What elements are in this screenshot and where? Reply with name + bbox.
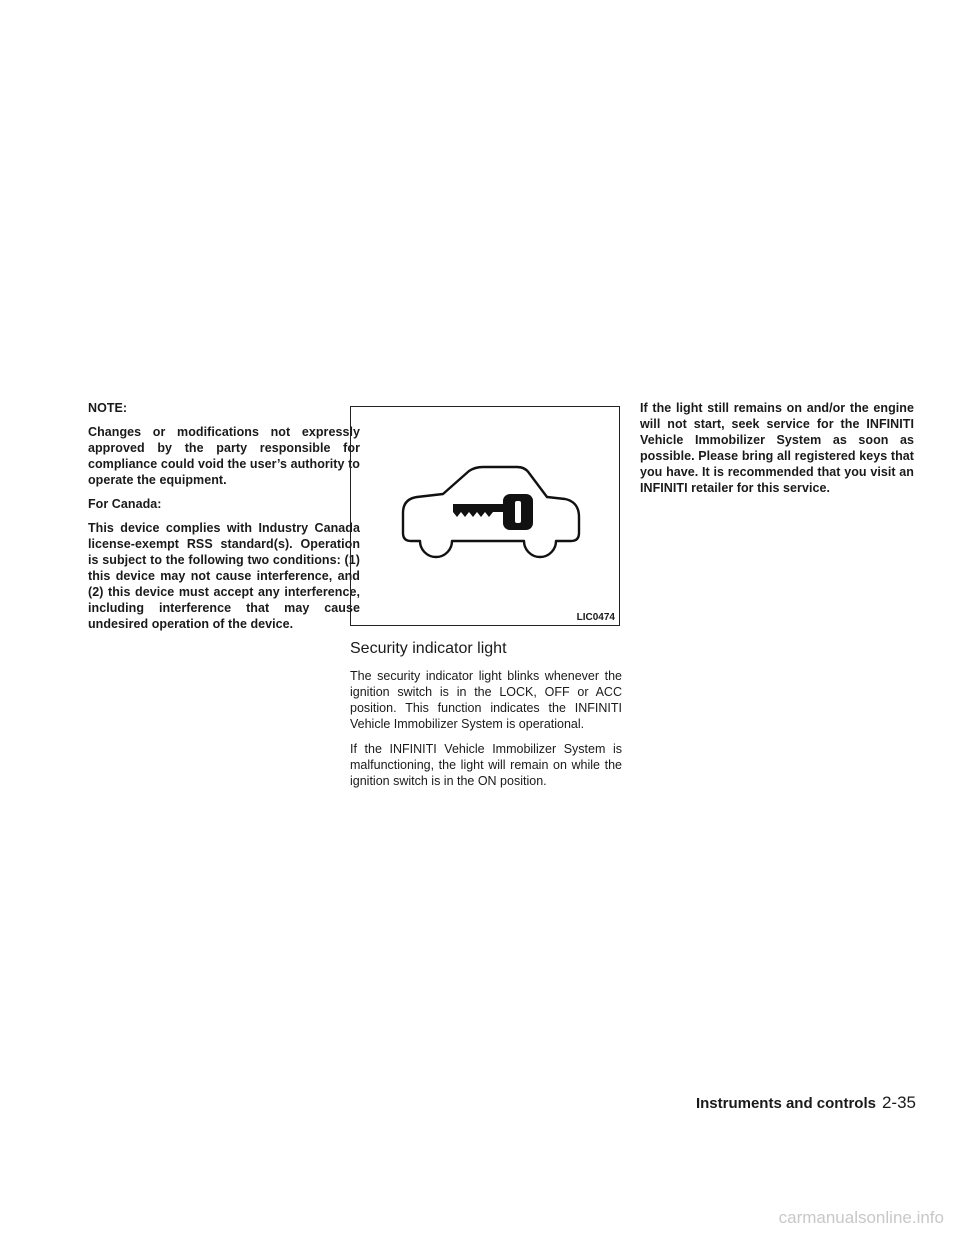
service-warning-text: If the light still remains on and/or the engine will not start, seek service for the INFINITI Vehicle Immobilizer System as soon as possible. Please bring all registered keys that you have. It is recommended that you visit an INFINITI retailer for this service.: [640, 401, 914, 495]
footer-section-name: Instruments and controls: [695, 1095, 876, 1112]
canada-text: This device complies with Industry Canada license-exempt RSS standard(s). Operation is subject to the following two conditions: (1) this device may not cause interference, and (2) this device must accept any interference, including interference that may cause undesired operation of the device.: [88, 521, 360, 631]
note-text: Changes or modifications not expressly approved by the party responsible for compliance could void the user’s authority to operate the equipment.: [88, 425, 360, 487]
middle-column: [350, 400, 622, 798]
figure-code: LIC0474: [576, 612, 615, 623]
note-heading: NOTE:: [88, 401, 128, 415]
page-footer: [696, 1093, 916, 1113]
right-column: [640, 400, 914, 504]
car-key-icon: [351, 407, 619, 625]
security-indicator-figure: [350, 406, 620, 626]
watermark: carmanualsonline.info: [778, 1208, 944, 1227]
page-number: 2-35: [881, 1093, 916, 1112]
canada-heading: For Canada:: [88, 497, 162, 511]
left-column: [88, 400, 360, 640]
security-paragraph-1: The security indicator light blinks whenever the ignition switch is in the LOCK, OFF or ACC position. This function indicates the INFINITI Vehicle Immobilizer System is operational.: [350, 669, 622, 731]
security-paragraph-2: If the INFINITI Vehicle Immobilizer System is malfunctioning, the light will remain on while the ignition switch is in the ON position.: [350, 742, 622, 788]
section-title: Security indicator light: [350, 640, 507, 657]
